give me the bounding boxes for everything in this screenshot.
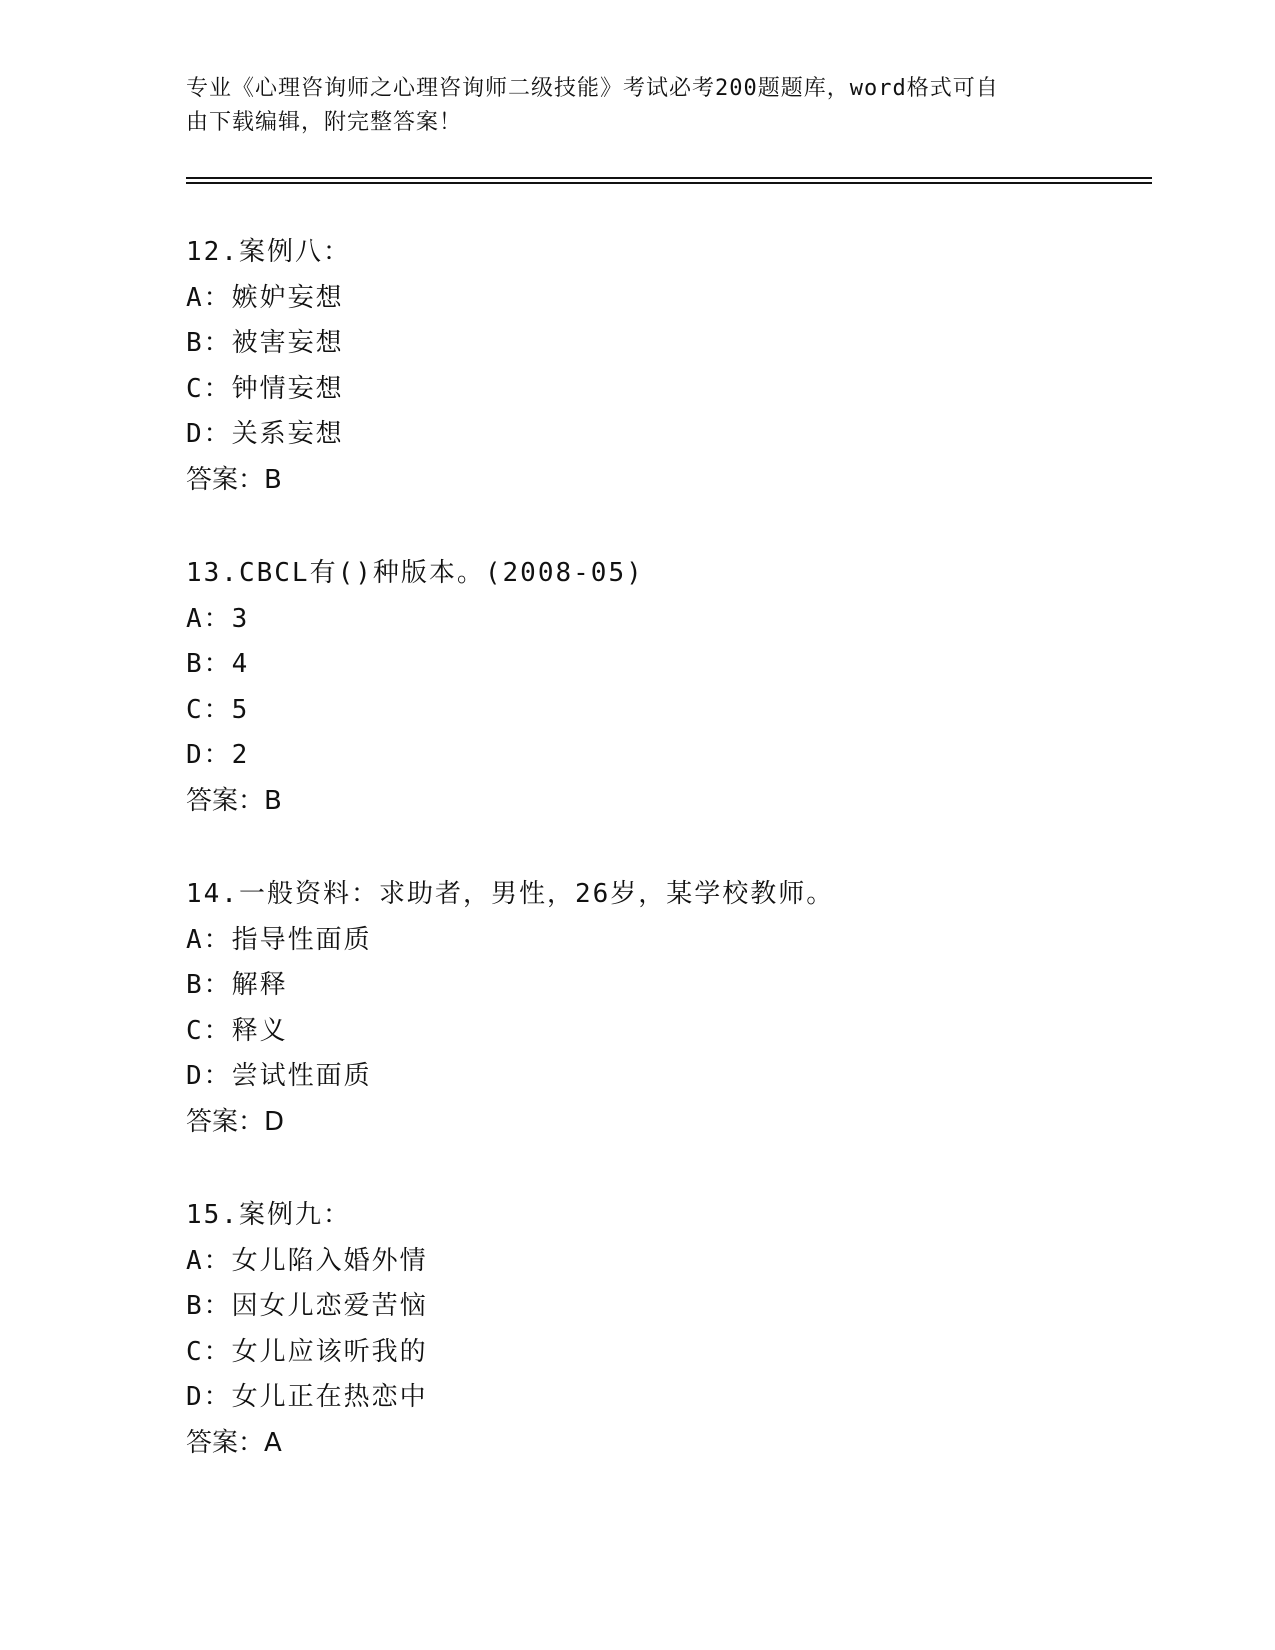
answer-line: 答案：B — [186, 464, 282, 495]
question-15 — [186, 1193, 1152, 1466]
option-a: A：3 — [186, 603, 250, 634]
option-b: B：被害妄想 — [186, 328, 344, 358]
option-c: C：钟情妄想 — [186, 373, 344, 404]
option-b: B：4 — [186, 649, 250, 679]
option-a: A：指导性面质 — [186, 924, 372, 955]
question-stem: 13.CBCL有()种版本。(2008-05) — [186, 558, 644, 588]
question-stem: 14.一般资料：求助者，男性，26岁，某学校教师。 — [186, 879, 835, 909]
option-c: C：5 — [186, 694, 250, 725]
header-line-1: 专业《心理咨询师之心理咨询师二级技能》考试必考200题题库，word格式可自 — [186, 76, 999, 101]
header-divider-top — [186, 177, 1152, 179]
question-stem: 15.案例九： — [186, 1200, 351, 1230]
question-13 — [186, 551, 1152, 824]
question-14 — [186, 872, 1152, 1145]
question-stem: 12.案例八： — [186, 237, 351, 267]
option-b: B：因女儿恋爱苦恼 — [186, 1291, 428, 1321]
header-line-2: 由下载编辑，附完整答案！ — [186, 110, 463, 135]
option-d: D：关系妄想 — [186, 419, 344, 449]
header-divider-bottom — [186, 182, 1152, 184]
answer-line: 答案：A — [186, 1427, 282, 1458]
option-d: D：尝试性面质 — [186, 1061, 372, 1091]
document-header — [186, 72, 1066, 140]
answer-line: 答案：D — [186, 1106, 285, 1137]
option-a: A：嫉妒妄想 — [186, 282, 344, 313]
option-d: D：女儿正在热恋中 — [186, 1382, 428, 1412]
question-12 — [186, 230, 1152, 503]
option-a: A：女儿陷入婚外情 — [186, 1245, 428, 1276]
option-b: B：解释 — [186, 970, 288, 1000]
option-c: C：释义 — [186, 1015, 288, 1046]
answer-line: 答案：B — [186, 785, 282, 816]
question-list — [186, 230, 1152, 1514]
option-d: D：2 — [186, 740, 250, 770]
option-c: C：女儿应该听我的 — [186, 1336, 428, 1367]
